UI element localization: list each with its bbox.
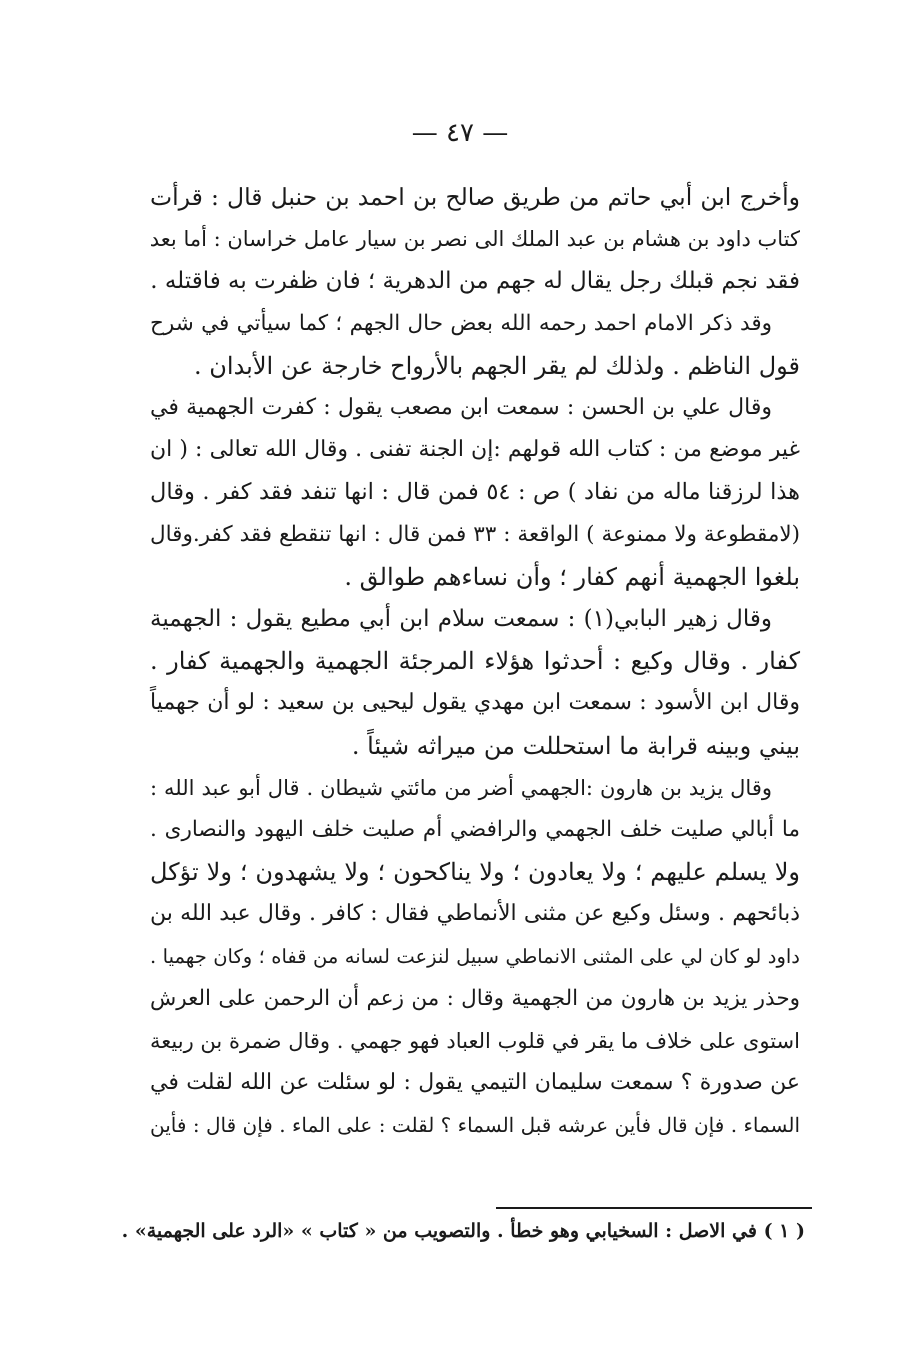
text-line: كفار . وقال وكيع : أحدثوا هؤلاء المرجئة الجهمية والجهمية كفار .: [150, 647, 800, 676]
text-line: استوى على خلاف ما يقر في قلوب العباد فهو جهمي . وقال ضمرة بن ربيعة: [150, 1029, 800, 1054]
text-line: قول الناظم . ولذلك لم يقر الجهم بالأرواح خارجة عن الأبدان .: [194, 351, 800, 380]
text-line: ما أبالي صليت خلف الجهمي والرافضي أم صليت خلف اليهود والنصارى .: [150, 817, 800, 843]
page-number: — ٤٧ —: [411, 118, 509, 148]
footnote: ( ١ ) في الاصل : السخيابي وهو خطأ . والتصويب من « كتاب » «الرد على الجهمية» .: [121, 1220, 805, 1242]
text-line: وقال ابن الأسود : سمعت ابن مهدي يقول ليحيى بن سعيد : لو أن جهمياً: [150, 690, 800, 716]
text-line: داود لو كان لي على المثنى الانماطي سبيل لنزعت لسانه من قفاه ؛ وكان جهميا .: [150, 944, 800, 968]
text-line: عن صدورة ؟ سمعت سليمان التيمي يقول : لو سئلت عن الله لقلت في: [150, 1070, 800, 1096]
text-line: بلغوا الجهمية أنهم كفار ؛ وأن نساءهم طوالق .: [344, 562, 800, 591]
text-line: وقال علي بن الحسن : سمعت ابن مصعب يقول : كفرت الجهمية في: [150, 395, 772, 421]
text-line: بيني وبينه قرابة ما استحللت من ميراثه شيئاً .: [351, 731, 800, 760]
text-line: فقد نجم قبلك رجل يقال له جهم من الدهرية ؛ فان ظفرت به فاقتله .: [150, 268, 800, 295]
main-text: [150, 176, 800, 1147]
text-line: وقال زهير البابي(١) : سمعت سلام ابن أبي مطيع يقول : الجهمية: [150, 606, 773, 633]
text-line: كتاب داود بن هشام بن عبد الملك الى نصر بن سيار عامل خراسان : أما بعد: [149, 227, 800, 252]
text-line: غير موضع من : كتاب الله قولهم :إن الجنة تفنى . وقال الله تعالى : ( ان: [150, 437, 800, 463]
text-line: (لامقطوعة ولا ممنوعة ) الواقعة : ٣٣ فمن قال : انها تنقطع فقد كفر.وقال: [150, 521, 800, 547]
text-line: ذبائحهم . وسئل وكيع عن مثنى الأنماطي فقال : كافر . وقال عبد الله بن: [150, 901, 800, 927]
text-line: ولا يسلم عليهم ؛ ولا يعادون ؛ ولا يناكحون ؛ ولا يشهدون ؛ ولا تؤكل: [150, 858, 800, 887]
footnote-divider: [496, 1207, 812, 1209]
text-line: هذا لرزقنا ماله من نفاد ) ص : ٥٤ فمن قال : انها تنفد فقد كفر . وقال: [150, 479, 800, 506]
text-line: وقد ذكر الامام احمد رحمه الله بعض حال الجهم ؛ كما سيأتي في شرح: [150, 310, 772, 336]
text-line: السماء . فإن قال فأين عرشه قبل السماء ؟ لقلت : على الماء . فإن قال : فأين: [150, 1113, 801, 1138]
text-line: وأخرج ابن أبي حاتم من طريق صالح بن احمد بن حنبل قال : قرأت: [150, 183, 800, 211]
text-line: وقال يزيد بن هارون :الجهمي أضر من مائتي شيطان . قال أبو عبد الله :: [150, 775, 772, 800]
text-line: وحذر يزيد بن هارون من الجهمية وقال : من زعم أن الرحمن على العرش: [150, 985, 800, 1011]
